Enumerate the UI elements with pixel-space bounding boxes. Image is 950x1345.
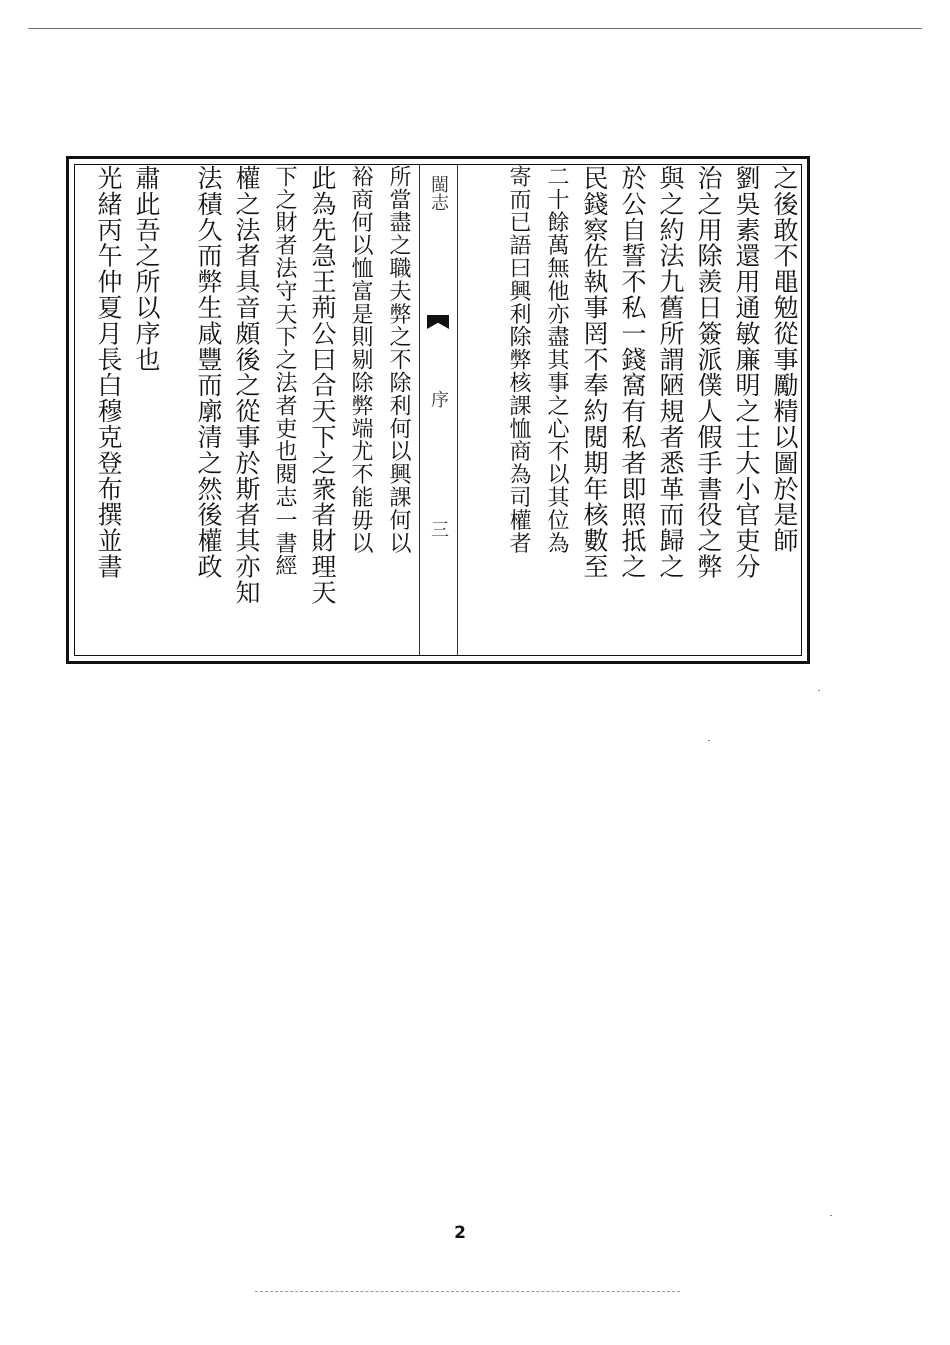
text-column-10: 裕商何以恤富是則剔除弊端尤不能毋以 [348,165,373,555]
scanned-page-frame [66,156,810,664]
text-column-6: 民錢察佐執事罔不奉約閱期年核數至 [580,165,609,580]
text-column-9: 所當盡之職夫弊之不除利何以興課何以 [386,165,411,555]
scan-speck [818,690,820,691]
page-number: 2 [454,1223,466,1243]
text-column-16: 光緒丙午仲夏月長白穆克登布撰並書 [94,165,123,580]
top-rule [28,28,922,29]
text-column-12: 下之財者法守天下之法者吏也閱志一書經 [272,165,297,578]
centre-title: 閩志 [428,175,449,211]
text-column-11: 此為先急王荊公曰合天下之衆者財理天 [308,165,337,606]
text-column-2: 劉吳素還用通敏廉明之士大小官吏分 [732,165,761,580]
centre-rule-right [419,165,420,655]
text-column-14: 法積久而弊生咸豐而廓清之然後權政 [194,165,223,580]
text-column-3: 治之用除羨日簽派僕人假手書役之弊 [694,165,723,580]
text-column-4: 與之約法九舊所謂陋規者悉革而歸之 [656,165,685,580]
bottom-rule [255,1291,680,1292]
text-column-13: 權之法者具音頗後之從事於斯者其亦知 [232,165,261,606]
scan-speck [830,1215,832,1216]
centre-folio: 三 [428,520,449,538]
text-column-5: 於公自誓不私一錢窩有私者即照抵之 [618,165,647,580]
centre-section: 序 [428,390,449,408]
fishtail-mark [427,315,449,329]
text-column-15: 肅此吾之所以序也 [132,165,161,373]
text-column-8: 寄而已語曰興利除弊核課恤商為司權者 [506,165,531,555]
text-column-7: 二十餘萬無他亦盡其事之心不以其位為 [544,165,569,555]
text-column-1: 之後敢不黽勉從事勵精以圖於是師 [770,165,799,554]
scan-speck [708,740,710,741]
centre-rule-left [457,165,458,655]
centre-column [421,165,455,657]
